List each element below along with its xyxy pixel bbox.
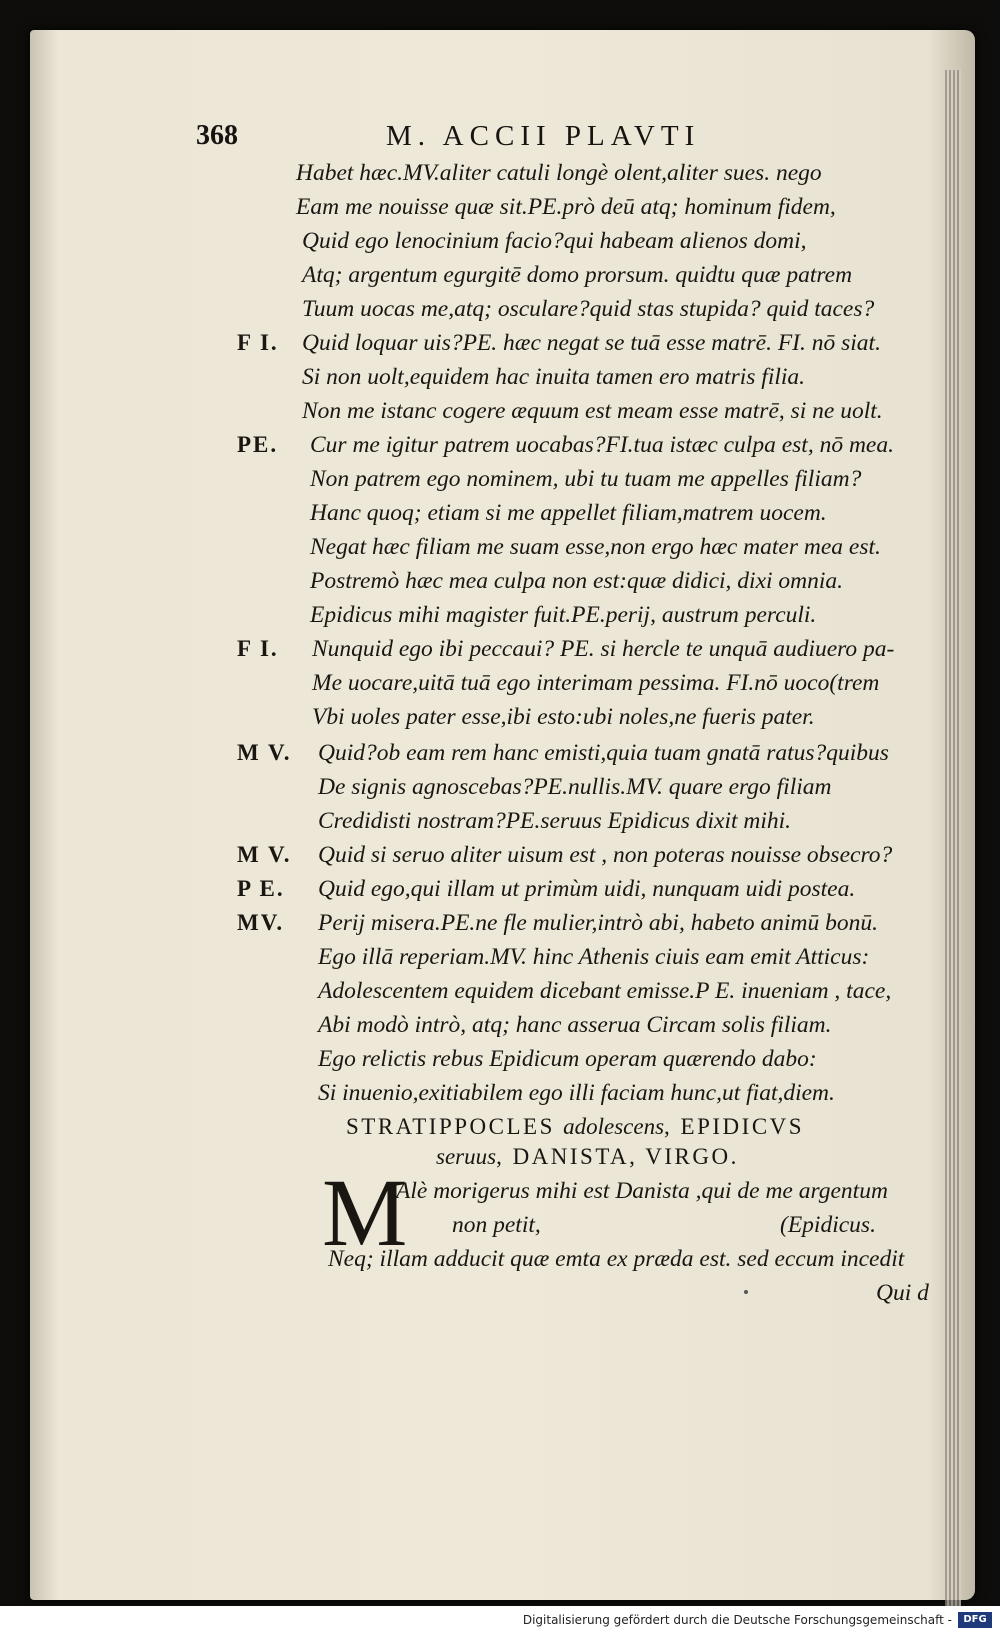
verse-line: Neq; illam adducit quæ emta ex præda est. sed eccum incedit [328,1246,905,1272]
page-edge [945,70,961,1630]
verse-line: Vbi uoles pater esse,ibi esto:ubi noles,ne fueris pater. [312,704,815,730]
verse-line: Quid si seruo aliter uisum est , non poteras nouisse obsecro? [318,842,893,868]
verse-line: Atq; argentum egurgitē domo prorsum. quidtu quæ patrem [302,262,853,288]
verse-line: Cur me igitur patrem uocabas?FI.tua istæc culpa est, nō mea. [310,432,894,458]
speaker-label: F I. [237,636,279,661]
verse-line: Me uocare,uitā tuā ego interimam pessima. FI.nō uoco(trem [312,670,880,696]
scene-character: , DANISTA, VIRGO. [496,1144,739,1169]
page-number: 368 [196,120,238,151]
verse-line: Quid loquar uis?PE. hæc negat se tuā esse matrē. FI. nō siat. [302,330,881,356]
footer-credit: Digitalisierung gefördert durch die Deutsche Forschungsgemeinschaft - [522,1613,952,1627]
scene-character: STRATIPPOCLES [346,1114,555,1139]
scene-character-role: seruus [436,1144,497,1169]
running-title: M. ACCII PLAVTI [386,120,701,152]
dfg-logo: DFG [958,1612,992,1628]
verse-line: non petit, [452,1212,541,1238]
verse-line: Quid ego,qui illam ut primùm uidi, nunquam uidi postea. [318,876,856,902]
verse-line: Habet hæc.MV.aliter catuli longè olent,aliter sues. nego [296,160,822,186]
verse-line: Non patrem ego nominem, ubi tu tuam me appelles filiam? [310,466,862,492]
verse-line: Credidisti nostram?PE.seruus Epidicus dixit mihi. [318,808,792,834]
catchword: Qui d [876,1280,929,1306]
verse-line: Si non uolt,equidem hac inuita tamen ero matris filia. [302,364,806,390]
speaker-label: M V. [237,842,292,867]
verse-line: Tuum uocas me,atq; osculare?quid stas stupida? quid taces? [302,296,875,322]
verse-line: Abi modò intrò, atq; hanc asserua Circam solis filiam. [318,1012,832,1038]
verse-line: Ego illā reperiam.MV. hinc Athenis ciuis eam emit Atticus: [318,944,870,970]
verse-line: Hanc quoq; etiam si me appellet filiam,matrem uocem. [310,500,827,526]
verse-line: Epidicus mihi magister fuit.PE.perij, austrum perculi. [310,602,817,628]
speaker-label: P E. [237,876,285,901]
verse-line: Adolescentem equidem dicebant emisse.P E. inueniam , tace, [318,978,892,1004]
speaker-label: PE. [237,432,279,457]
speaker-label: M V. [237,740,292,765]
verse-line: Alè morigerus mihi est Danista ,qui de me argentum [396,1178,888,1204]
verse-line: Perij misera.PE.ne fle mulier,intrò abi, habeto animū bonū. [318,910,879,936]
ink-speck [744,1290,748,1294]
scene-character-role: adolescens [563,1114,665,1139]
digitization-footer [0,1606,1000,1636]
verse-line: Postremò hæc mea culpa non est:quæ didici, dixi omnia. [310,568,844,594]
verse-line: De signis agnoscebas?PE.nullis.MV. quare ergo filiam [318,774,832,800]
scene-character: , EPIDICVS [664,1114,805,1139]
verse-line: Eam me nouisse quæ sit.PE.prò deū atq; hominum fidem, [296,194,836,220]
verse-line: Ego relictis rebus Epidicum operam quærendo dabo: [318,1046,817,1072]
verse-line: Quid?ob eam rem hanc emisti,quia tuam gnatā ratus?quibus [318,740,889,766]
verse-line: Negat hæc filiam me suam esse,non ergo hæc mater mea est. [310,534,881,560]
verse-line: Nunquid ego ibi peccaui? PE. si hercle te unquā audiuero pa- [312,636,895,662]
verse-line: Non me istanc cogere æquum est meam esse matrē, si ne uolt. [302,398,883,424]
speaker-label: MV. [237,910,285,935]
verse-line: Si inuenio,exitiabilem ego illi faciam hunc,ut fiat,diem. [318,1080,835,1106]
scene-heading-line-1 [346,1110,804,1144]
scene-heading-line-2 [436,1140,739,1174]
verse-line: Quid ego lenocinium facio?qui habeam alienos domi, [302,228,807,254]
drop-cap: M [322,1159,408,1266]
speaker-label: F I. [237,330,279,355]
speaker-note: (Epidicus. [780,1212,876,1238]
